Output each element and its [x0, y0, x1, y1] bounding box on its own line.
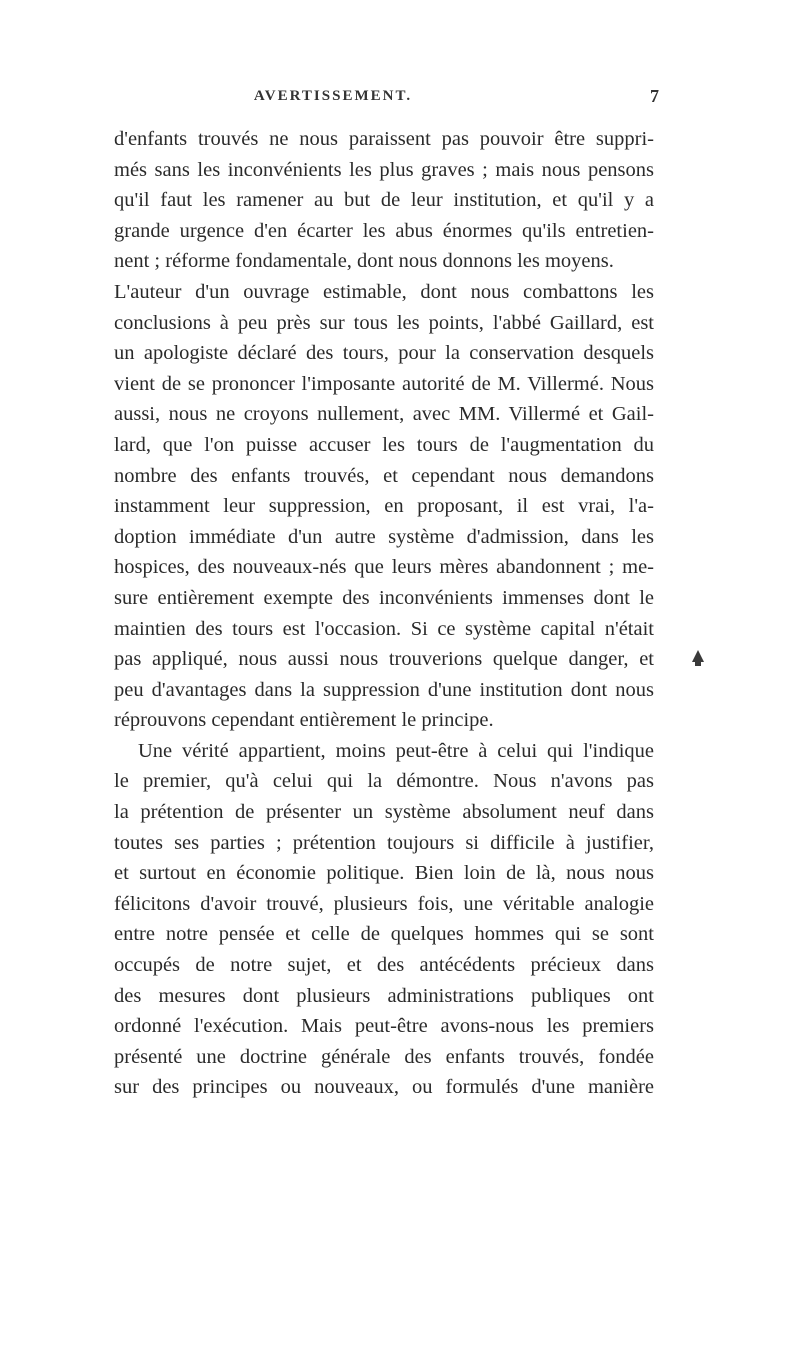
text-line: entre notre pensée et celle de quelques hommes qui se sont	[114, 923, 654, 946]
text-line: Une vérité appartient, moins peut-être à celui qui l'indique	[138, 739, 654, 762]
text-line: félicitons d'avoir trouvé, plusieurs fois, une véritable analogie	[114, 892, 654, 915]
text-line: sure entièrement exempte des inconvénients immenses dont le	[114, 586, 654, 609]
text-line: pas appliqué, nous aussi nous trouverions quelque danger, et	[114, 648, 654, 671]
page-number: 7	[650, 86, 659, 106]
text-line: nombre des enfants trouvés, et cependant nous demandons	[114, 464, 654, 487]
text-line: nent ; réforme fondamentale, dont nous donnons les moyens.	[114, 250, 614, 273]
text-line: peu d'avantages dans la suppression d'une institution dont nous	[114, 678, 654, 701]
text-line: sur des principes ou nouveaux, ou formulés d'une manière	[114, 1076, 654, 1099]
text-line: et surtout en économie politique. Bien loin de là, nous nous	[114, 862, 654, 885]
text-line: grande urgence d'en écarter les abus énormes qu'ils entretien-	[114, 219, 654, 242]
text-line: doption immédiate d'un autre système d'admission, dans les	[114, 525, 654, 548]
text-line: L'auteur d'un ouvrage estimable, dont nous combattons les	[114, 280, 654, 303]
text-line: vient de se prononcer l'imposante autorité de M. Villermé. Nous	[114, 372, 654, 395]
text-line: instamment leur suppression, en proposant, il est vrai, l'a-	[114, 495, 654, 518]
text-line: d'enfants trouvés ne nous paraissent pas pouvoir être suppri-	[114, 128, 654, 150]
text-line: occupés de notre sujet, et des antécédents précieux dans	[114, 954, 654, 977]
running-head	[0, 88, 800, 112]
text-line: réprouvons cependant entièrement le principe.	[114, 709, 494, 732]
text-line: qu'il faut les ramener au but de leur institution, et qu'il y a	[114, 189, 654, 212]
running-title: AVERTISSEMENT.	[253, 88, 413, 104]
text-line: conclusions à peu près sur tous les points, l'abbé Gaillard, est	[114, 311, 654, 334]
body-text	[114, 124, 654, 1103]
text-line: présenté une doctrine générale des enfants trouvés, fondée	[114, 1045, 654, 1068]
text-line: toutes ses parties ; prétention toujours si difficile à justifier,	[114, 831, 654, 854]
text-line: maintien des tours est l'occasion. Si ce système capital n'était	[114, 617, 654, 640]
text-line: més sans les inconvénients les plus graves ; mais nous pensons	[114, 158, 654, 181]
text-line: aussi, nous ne croyons nullement, avec MM. Villermé et Gail-	[114, 403, 654, 426]
text-line: ordonné l'exécution. Mais peut-être avons-nous les premiers	[114, 1015, 654, 1038]
text-line: la prétention de présenter un système absolument neuf dans	[114, 801, 654, 824]
text-line: lard, que l'on puisse accuser les tours de l'augmentation du	[114, 433, 654, 456]
margin-mark-icon	[692, 650, 704, 662]
text-line: un apologiste déclaré des tours, pour la conservation desquels	[114, 342, 654, 365]
text-line: le premier, qu'à celui qui la démontre. Nous n'avons pas	[114, 770, 654, 793]
text-line: des mesures dont plusieurs administrations publiques ont	[114, 984, 654, 1007]
text-line: hospices, des nouveaux-nés que leurs mères abandonnent ; me-	[114, 556, 654, 579]
